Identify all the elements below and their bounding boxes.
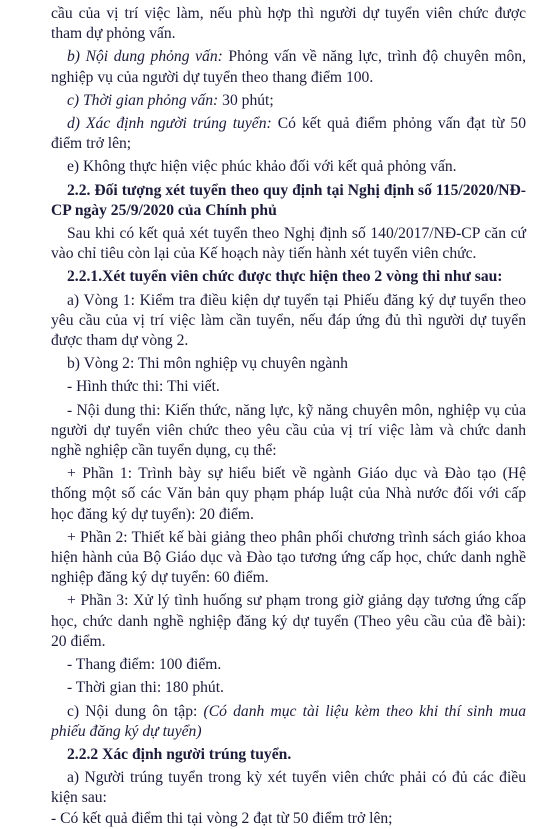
interview-content-text: Phỏng vấn về năng lực, trình độ chuyên môn, nghiệp vụ của người dự tuyển theo thang điểm 100. bbox=[51, 48, 526, 86]
paragraph-interview-duration bbox=[51, 91, 526, 111]
paragraph-winner-criteria bbox=[51, 114, 526, 154]
paragraph-interview-content bbox=[51, 47, 526, 87]
paragraph-score-scale: - Thang điểm: 100 điểm. bbox=[67, 656, 222, 674]
review-content-text: (Có danh mục tài liệu kèm theo khi thí sinh mua phiếu đăng ký dự tuyển) bbox=[51, 702, 526, 740]
paragraph-round-2: b) Vòng 2: Thi môn nghiệp vụ chuyên ngành bbox=[67, 355, 348, 373]
heading-section-2-2-2: 2.2.2 Xác định người trúng tuyển. bbox=[67, 745, 292, 763]
heading-section-2-2: 2.2. Đối tượng xét tuyển theo quy định tại Nghị định số 115/2020/NĐ-CP ngày 25/9/2020 của Chính phủ bbox=[51, 181, 526, 219]
paragraph-no-review: e) Không thực hiện việc phúc khảo đối với kết quả phỏng vấn. bbox=[67, 158, 457, 176]
paragraph-part-1: + Phần 1: Trình bày sự hiểu biết về ngành Giáo dục và Đào tạo (Hệ thống một số các Văn bản quy phạm pháp luật của Nhà nước đối với cấp học đăng ký dự tuyển): 20 điểm. bbox=[51, 465, 526, 523]
review-content-label: c) Nội dung ôn tập: bbox=[67, 702, 198, 720]
winner-criteria-label: d) Xác định người trúng tuyển: bbox=[67, 115, 272, 133]
paragraph-round-1: a) Vòng 1: Kiểm tra điều kiện dự tuyển tại Phiếu đăng ký dự tuyển theo yêu cầu của vị trí việc làm cần tuyển, nếu đáp ứng đủ thì người dự tuyển được tham dự vòng 2. bbox=[51, 291, 526, 350]
interview-duration-label: c) Thời gian phỏng vấn: bbox=[67, 91, 219, 109]
paragraph-review-content bbox=[51, 702, 526, 742]
paragraph-exam-content: - Nội dung thi: Kiến thức, năng lực, kỹ năng chuyên môn, nghiệp vụ của người dự tuyển viên chức theo yêu cầu của vị trí việc làm và chức danh nghề nghiệp cần tuyển dụng, cụ thể: bbox=[51, 401, 526, 460]
paragraph-exam-time: - Thời gian thi: 180 phút. bbox=[67, 679, 224, 697]
paragraph-exam-format: - Hình thức thi: Thi viết. bbox=[67, 378, 220, 396]
winner-criteria-text: Có kết quả điểm phỏng vấn đạt từ 50 điểm trở lên; bbox=[51, 115, 526, 153]
heading-section-2-2-1: 2.2.1.Xét tuyển viên chức được thực hiện theo 2 vòng thi như sau: bbox=[67, 268, 503, 286]
interview-content-label: b) Nội dung phỏng vấn: bbox=[67, 48, 223, 66]
interview-duration-text: 30 phút; bbox=[218, 91, 274, 109]
paragraph-interview-eligibility: cầu của vị trí việc làm, nếu phù hợp thì người dự tuyển viên chức được tham dự phỏng vấn. bbox=[51, 5, 526, 43]
paragraph-round-2-score: - Có kết quả điểm thi tại vòng 2 đạt từ 50 điểm trở lên; bbox=[51, 809, 393, 827]
paragraph-part-3: + Phần 3: Xử lý tình huống sư phạm trong giờ giảng dạy tương ứng cấp học, chức danh nghề nghiệp đăng ký dự tuyển (Theo yêu cầu của đề bài): 20 điểm. bbox=[51, 592, 526, 650]
paragraph-part-2: + Phần 2: Thiết kế bài giảng theo phân phối chương trình sách giáo khoa hiện hành của Bộ Giáo dục và Đào tạo tương ứng cấp học, chức danh nghề nghiệp đăng ký dự tuyển: 60 điểm. bbox=[51, 528, 526, 587]
paragraph-winner-conditions: a) Người trúng tuyển trong kỳ xét tuyển viên chức phải có đủ các điều kiện sau: bbox=[51, 769, 526, 807]
paragraph-after-results: Sau khi có kết quả xét tuyển theo Nghị định số 140/2017/NĐ-CP căn cứ vào chỉ tiêu còn lại của Kế hoạch này tiến hành xét tuyển viên chức. bbox=[51, 225, 526, 263]
